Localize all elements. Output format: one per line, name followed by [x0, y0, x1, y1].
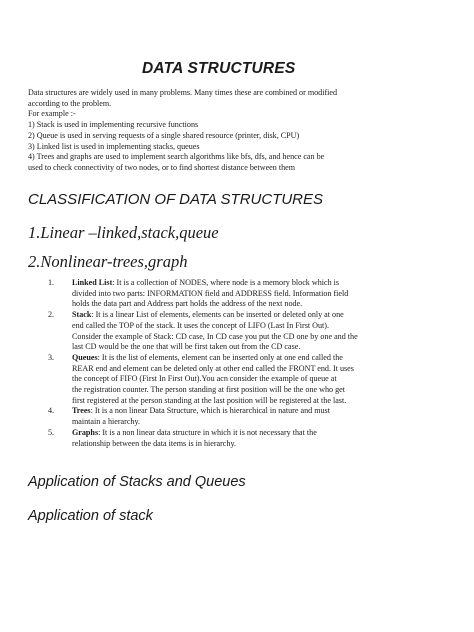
- intro-line: 1) Stack is used in implementing recursive functions: [28, 120, 199, 130]
- item-number: 3.: [48, 352, 55, 362]
- intro-line: according to the problem.: [28, 98, 112, 108]
- list-item: [48, 310, 458, 353]
- item-text: : It is a non linear data structure in which it is not necessary that the: [98, 427, 317, 437]
- item-text: : It is a non linear Data Structure, which is hierarchical in nature and must: [90, 406, 330, 416]
- item-text: the registration counter. The person standing at first position will be the one who get: [72, 385, 345, 395]
- item-number: 1.: [48, 278, 55, 287]
- item-text: the concept of FIFO (First In First Out).You acn consider the example of queue at: [72, 374, 337, 384]
- intro-line: For example :-: [28, 109, 76, 119]
- intro-line: Data structures are widely used in many problems. Many times these are combined or modified: [28, 88, 338, 97]
- item-term: Graphs: [72, 427, 99, 437]
- item-number: 2.: [48, 310, 55, 320]
- item-number: 5.: [48, 427, 55, 437]
- definitions-list: [48, 278, 458, 449]
- list-item: [48, 428, 458, 449]
- page-title: DATA STRUCTURES: [142, 60, 296, 77]
- item-text: : It is the list of elements, element can be inserted only at one end called the: [97, 352, 343, 362]
- intro-line: 2) Queue is used in serving requests of a single shared resource (printer, disk, CPU): [28, 130, 300, 140]
- list-item: [48, 406, 458, 427]
- item-text: divided into two parts: INFORMATION field and ADDRESS field. Information field: [72, 288, 349, 298]
- item-text: Consider the example of Stack: CD case, In CD case you put the CD one by one and the: [72, 331, 358, 341]
- item-text: holds the data part and Address part holds the address of the next node.: [72, 299, 303, 309]
- intro-line: 4) Trees and graphs are used to implement search algorithms like bfs, dfs, and hence can be: [28, 152, 325, 162]
- application-heading: Application of Stacks and Queues: [28, 474, 246, 490]
- list-item: [48, 353, 458, 407]
- item-term: Linked List: [72, 278, 113, 287]
- item-text: maintain a hierarchy.: [72, 417, 141, 427]
- item-text: first registered at the person standing at the last position will be registered at the last.: [72, 395, 347, 405]
- item-text: REAR end and element can be deleted only at other end called the FRONT end. It uses: [72, 363, 354, 373]
- item-term: Queues: [72, 352, 98, 362]
- intro-line: 3) Linked list is used in implementing stacks, queues: [28, 141, 200, 151]
- intro-line: used to check connectivity of two nodes, or to find shortest distance between them: [28, 162, 296, 172]
- list-item: [48, 278, 458, 310]
- item-number: 4.: [48, 406, 55, 416]
- item-term: Trees: [72, 406, 91, 416]
- item-text: : It is a linear List of elements, elements can be inserted or deleted only at one: [91, 310, 344, 320]
- item-text: end called the TOP of the stack. It uses the concept of LIFO (Last In First Out).: [72, 320, 329, 330]
- item-term: Stack: [72, 310, 92, 320]
- linear-heading: 1.Linear –linked,stack,queue: [28, 223, 219, 242]
- application-subheading: Application of stack: [28, 508, 153, 524]
- classification-heading: CLASSIFICATION OF DATA STRUCTURES: [28, 191, 324, 208]
- item-text: last CD would be the one that will be first taken out from the CD case.: [72, 342, 301, 352]
- intro-paragraph: [28, 88, 448, 174]
- nonlinear-heading: 2.Nonlinear-trees,graph: [28, 252, 188, 271]
- item-text: relationship between the data items is in hierarchy.: [72, 438, 236, 448]
- item-text: : It is a collection of NODES, where node is a memory block which is: [112, 278, 340, 287]
